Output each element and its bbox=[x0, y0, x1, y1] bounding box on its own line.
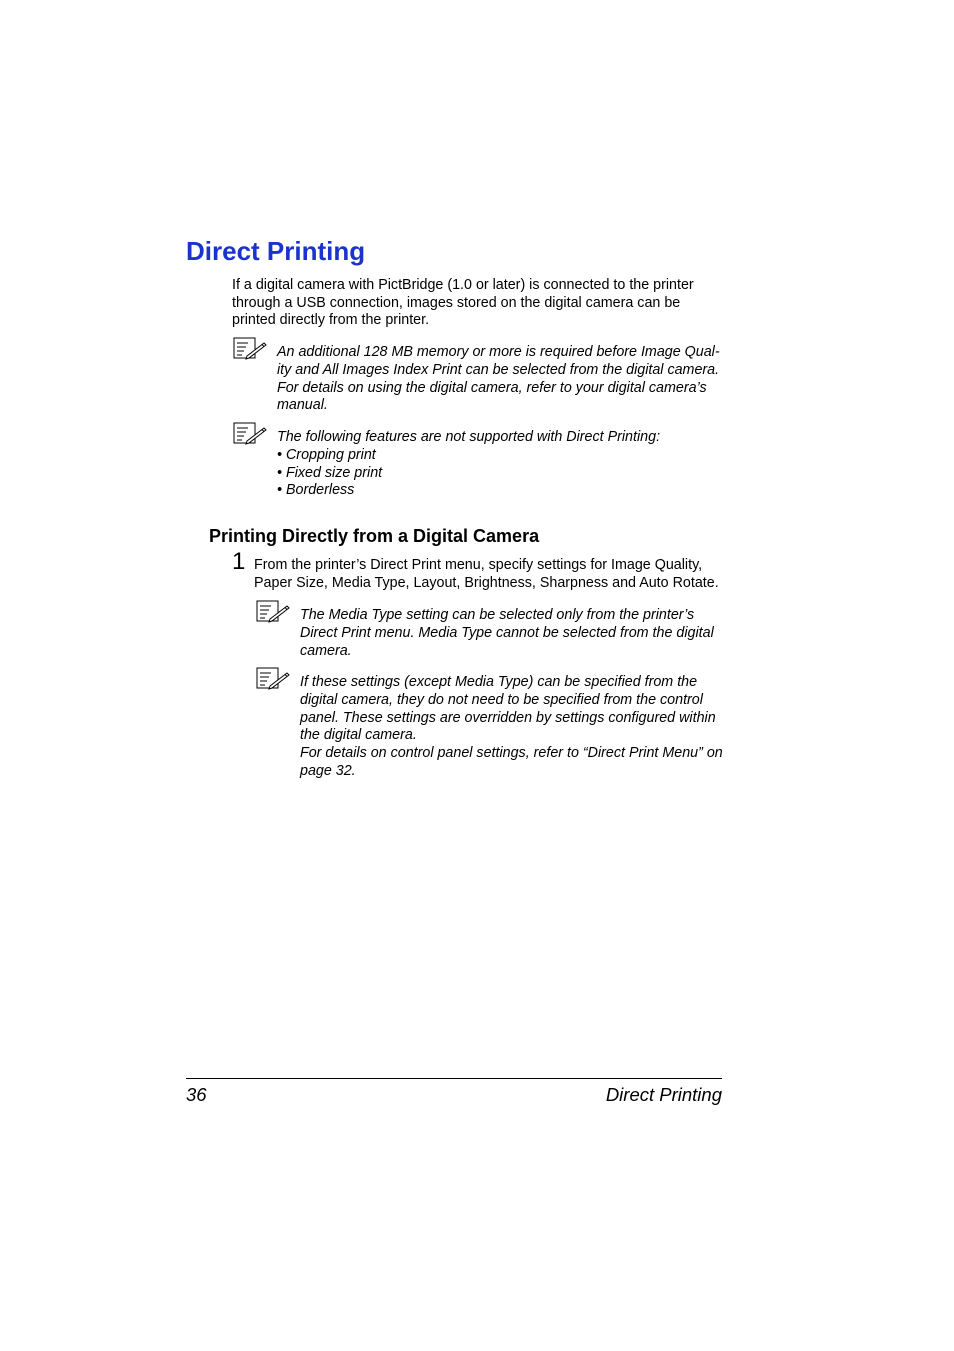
note-pencil-icon bbox=[233, 422, 267, 446]
note-memory-requirement bbox=[277, 344, 720, 415]
note-line: manual. bbox=[277, 397, 328, 414]
note-pencil-icon bbox=[256, 667, 290, 691]
step-text bbox=[254, 557, 719, 592]
intro-line: If a digital camera with PictBridge (1.0 or later) is connected to the printer bbox=[232, 277, 694, 293]
intro-paragraph bbox=[232, 277, 694, 330]
step-line: From the printer’s Direct Print menu, specify settings for Image Quality, bbox=[254, 557, 703, 573]
note-pencil-icon bbox=[233, 337, 267, 361]
note-lead: The following features are not supported with Direct Printing: bbox=[277, 429, 661, 445]
note-line: The Media Type setting can be selected only from the printer’s bbox=[300, 607, 695, 623]
note-line: digital camera, they do not need to be specified from the control bbox=[300, 691, 703, 708]
note-line: For details on using the digital camera, refer to your digital camera’s bbox=[277, 379, 707, 396]
intro-line: through a USB connection, images stored on the digital camera can be bbox=[232, 294, 681, 311]
section-heading: Printing Directly from a Digital Camera bbox=[209, 526, 540, 546]
note-line: panel. These settings are overridden by settings configured within bbox=[300, 709, 716, 726]
note-media-type bbox=[300, 607, 714, 660]
note-line: camera. bbox=[300, 642, 352, 659]
bullet-item: • Cropping print bbox=[277, 446, 376, 463]
note-line: page 32. bbox=[300, 762, 356, 779]
bullet-item: • Borderless bbox=[277, 482, 355, 499]
note-line: Direct Print menu. Media Type cannot be selected from the digital bbox=[300, 624, 714, 641]
note-line: the digital camera. bbox=[300, 727, 417, 744]
step-number: 1 bbox=[232, 548, 246, 575]
page-title: Direct Printing bbox=[186, 236, 366, 266]
step-line: Paper Size, Media Type, Layout, Brightness, Sharpness and Auto Rotate. bbox=[254, 574, 719, 591]
note-settings-override bbox=[300, 674, 723, 781]
note-line: ity and All Images Index Print can be selected from the digital camera. bbox=[277, 361, 720, 378]
note-line: For details on control panel settings, refer to “Direct Print Menu” on bbox=[300, 745, 723, 762]
bullet-item: • Fixed size print bbox=[277, 464, 383, 481]
intro-line: printed directly from the printer. bbox=[232, 312, 430, 329]
footer-section-title: Direct Printing bbox=[605, 1084, 722, 1105]
page-number: 36 bbox=[186, 1084, 207, 1105]
footer-divider bbox=[186, 1078, 722, 1079]
note-line: An additional 128 MB memory or more is required before Image Qual- bbox=[277, 344, 720, 360]
note-pencil-icon bbox=[256, 600, 290, 624]
note-unsupported-features bbox=[277, 429, 660, 500]
note-line: If these settings (except Media Type) can be specified from the bbox=[300, 674, 698, 690]
